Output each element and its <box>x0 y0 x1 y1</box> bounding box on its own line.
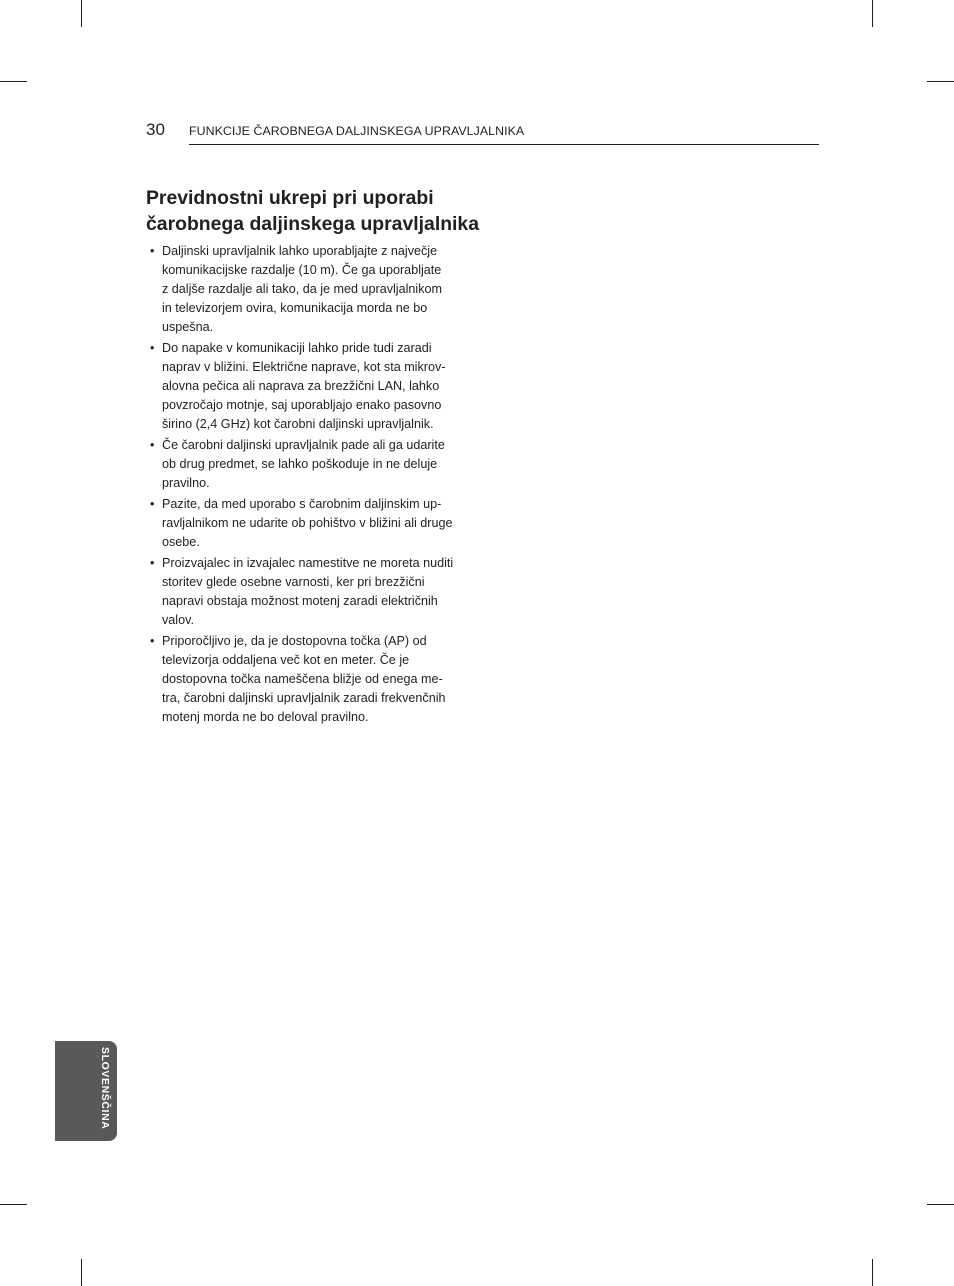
list-item-text-line: uspešna. <box>162 320 214 334</box>
bullet-dot: • <box>150 497 155 511</box>
list-item-text-line: televizorja oddaljena več kot en meter. Če je <box>162 653 410 667</box>
list-item <box>148 632 478 727</box>
list-item <box>148 554 478 630</box>
list-item <box>148 495 478 552</box>
precautions-list <box>148 242 478 729</box>
list-item-text-line: Do napake v komunikaciji lahko pride tudi zaradi <box>162 341 432 355</box>
list-item-text-line: ob drug predmet, se lahko poškoduje in ne deluje <box>162 457 438 471</box>
list-item-text-line: storitev glede osebne varnosti, ker pri brezžični <box>162 575 425 589</box>
language-tab-label: SLOVENŠČINA <box>99 1047 111 1130</box>
list-item <box>148 339 478 434</box>
list-item-text-line: komunikacijske razdalje (10 m). Če ga uporabljate <box>162 263 442 277</box>
bullet-dot: • <box>150 341 155 355</box>
list-item-text-line: Proizvajalec in izvajalec namestitve ne moreta nuditi <box>162 556 454 570</box>
bullet-dot: • <box>150 556 155 570</box>
crop-mark-top-right-horizontal <box>927 81 954 82</box>
list-item-text-line: naprav v bližini. Električne naprave, kot sta mikrov- <box>162 360 446 374</box>
list-item-text-line: Če čarobni daljinski upravljalnik pade ali ga udarite <box>162 438 445 452</box>
bullet-dot: • <box>150 438 155 452</box>
crop-mark-bottom-left-horizontal <box>0 1204 27 1205</box>
list-item-text-line: povzročajo motnje, saj uporabljajo enako pasovno <box>162 398 442 412</box>
list-item-text-line: širino (2,4 GHz) kot čarobni daljinski upravljalnik. <box>162 417 434 431</box>
list-item-text-line: napravi obstaja možnost motenj zaradi električnih <box>162 594 438 608</box>
header-rule <box>189 144 819 145</box>
list-item-text-line: tra, čarobni daljinski upravljalnik zaradi frekvenčnih <box>162 691 446 705</box>
section-title-line: čarobnega daljinskega upravljalnika <box>146 213 480 235</box>
list-item-text-line: Pazite, da med uporabo s čarobnim daljinskim up- <box>162 497 442 511</box>
crop-mark-bottom-right-horizontal <box>927 1204 954 1205</box>
crop-mark-bottom-right-vertical <box>872 1259 873 1286</box>
list-item-text-line: Daljinski upravljalnik lahko uporabljajte z največje <box>162 244 438 258</box>
list-item <box>148 242 478 337</box>
section-title <box>146 185 506 237</box>
crop-mark-top-left-horizontal <box>0 81 27 82</box>
bullet-dot: • <box>150 244 155 258</box>
list-item-text-line: motenj morda ne bo deloval pravilno. <box>162 710 369 724</box>
running-header-title: FUNKCIJE ČAROBNEGA DALJINSKEGA UPRAVLJALNIKA <box>189 124 525 138</box>
list-item-text-line: ravljalnikom ne udarite ob pohištvo v bližini ali druge <box>162 516 453 530</box>
list-item-text-line: alovna pečica ali naprava za brezžični LAN, lahko <box>162 379 440 393</box>
page-number: 30 <box>146 120 165 139</box>
list-item-text-line: pravilno. <box>162 476 210 490</box>
crop-mark-top-right-vertical <box>872 0 873 27</box>
list-item <box>148 436 478 493</box>
list-item-text-line: Priporočljivo je, da je dostopovna točka (AP) od <box>162 634 427 648</box>
list-item-text-line: valov. <box>162 613 194 627</box>
bullet-dot: • <box>150 634 155 648</box>
list-item-text-line: osebe. <box>162 535 200 549</box>
list-item-text-line: dostopovna točka nameščena bližje od enega me- <box>162 672 443 686</box>
crop-mark-bottom-left-vertical <box>81 1259 82 1286</box>
list-item-text-line: in televizorjem ovira, komunikacija morda ne bo <box>162 301 428 315</box>
crop-mark-top-left-vertical <box>81 0 82 27</box>
list-item-text-line: z daljše razdalje ali tako, da je med upravljalnikom <box>162 282 443 296</box>
section-title-line: Previdnostni ukrepi pri uporabi <box>146 187 434 209</box>
